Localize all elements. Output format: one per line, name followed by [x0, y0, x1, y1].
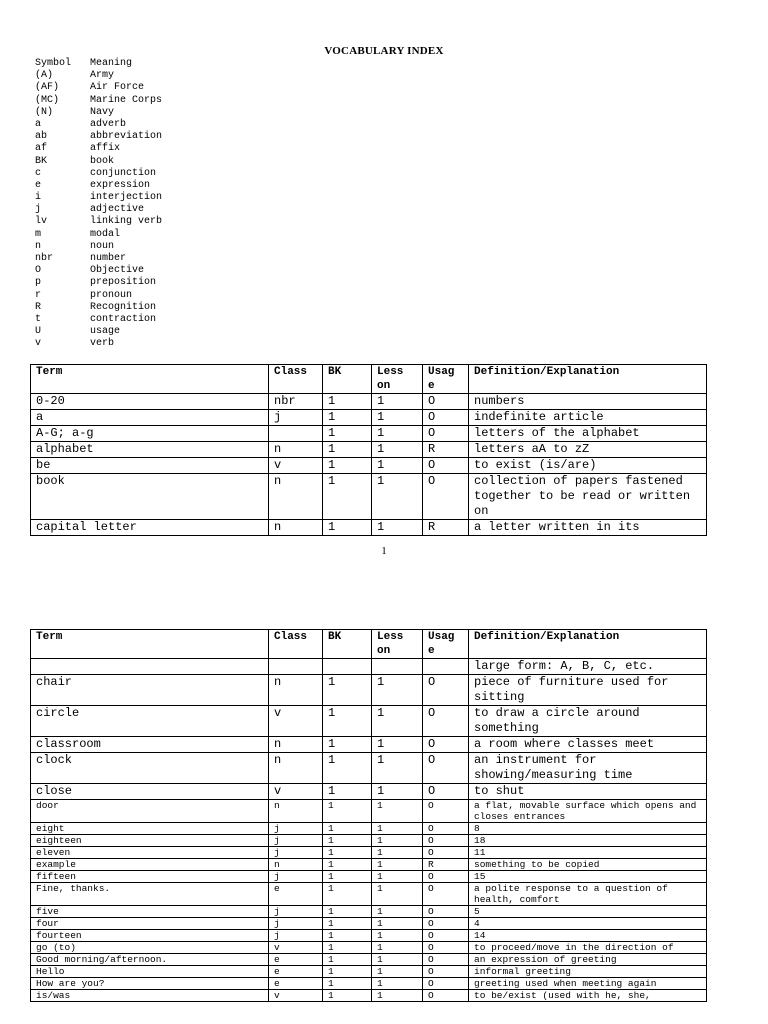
legend-item — [35, 180, 162, 192]
bk-cell: 1 — [323, 906, 372, 918]
table-row — [31, 883, 707, 906]
legend-item — [35, 265, 162, 277]
term-cell: A-G; a-g — [31, 426, 269, 442]
class-cell: e — [269, 966, 323, 978]
legend-symbol: v — [35, 338, 42, 350]
term-cell: go (to) — [31, 942, 269, 954]
lesson-cell: 1 — [372, 954, 423, 966]
term-cell: capital letter — [31, 520, 269, 536]
definition-cell: a room where classes meet — [469, 737, 707, 753]
lesson-cell: 1 — [372, 458, 423, 474]
table-row — [31, 871, 707, 883]
class-cell — [269, 659, 323, 675]
lesson-cell: 1 — [372, 474, 423, 520]
term-cell: classroom — [31, 737, 269, 753]
bk-cell: 1 — [323, 823, 372, 835]
lesson-cell: 1 — [372, 930, 423, 942]
legend-item — [35, 82, 162, 94]
definition-cell: greeting used when meeting again — [469, 978, 707, 990]
lesson-cell: 1 — [372, 426, 423, 442]
definition-cell: piece of furniture used for sitting — [469, 675, 707, 706]
bk-cell: 1 — [323, 966, 372, 978]
definition-cell: to exist (is/are) — [469, 458, 707, 474]
class-cell: n — [269, 859, 323, 871]
bk-cell: 1 — [323, 394, 372, 410]
bk-cell: 1 — [323, 835, 372, 847]
usage-cell: O — [423, 835, 469, 847]
legend-item — [35, 253, 162, 265]
usage-cell: R — [423, 442, 469, 458]
legend-meaning: Recognition — [90, 301, 157, 313]
usage-cell: O — [423, 966, 469, 978]
usage-cell: O — [423, 823, 469, 835]
usage-cell: O — [423, 942, 469, 954]
class-cell: v — [269, 458, 323, 474]
usage-cell: O — [423, 675, 469, 706]
legend-item — [35, 70, 162, 82]
lesson-cell: 1 — [372, 918, 423, 930]
term-cell: eight — [31, 823, 269, 835]
table-row — [31, 737, 707, 753]
definition-cell: 11 — [469, 847, 707, 859]
legend-symbol: O — [35, 265, 42, 277]
legend-meaning: linking verb — [90, 216, 163, 228]
table-row — [31, 442, 707, 458]
legend-symbol: U — [35, 326, 42, 338]
table-row — [31, 954, 707, 966]
definition-cell: letters of the alphabet — [469, 426, 707, 442]
term-cell: How are you? — [31, 978, 269, 990]
usage-cell — [423, 659, 469, 675]
table-row — [31, 847, 707, 859]
class-cell: n — [269, 753, 323, 784]
legend-item — [35, 241, 162, 253]
term-cell: a — [31, 410, 269, 426]
legend-item — [35, 338, 162, 350]
definition-cell: 18 — [469, 835, 707, 847]
usage-cell: O — [423, 394, 469, 410]
term-cell — [31, 659, 269, 675]
usage-cell: O — [423, 847, 469, 859]
symbol-legend — [35, 58, 162, 351]
lesson-cell: 1 — [372, 823, 423, 835]
legend-meaning: preposition — [90, 277, 157, 289]
legend-item — [35, 204, 162, 216]
table-row — [31, 978, 707, 990]
table-row — [31, 784, 707, 800]
term-cell: circle — [31, 706, 269, 737]
bk-cell: 1 — [323, 442, 372, 458]
col-lesson-header: Less on — [372, 630, 423, 659]
legend-meaning: noun — [90, 240, 115, 252]
term-cell: be — [31, 458, 269, 474]
legend-item — [35, 314, 162, 326]
bk-cell: 1 — [323, 474, 372, 520]
class-cell: e — [269, 954, 323, 966]
legend-item — [35, 131, 162, 143]
usage-cell: O — [423, 978, 469, 990]
legend-meaning: modal — [90, 228, 121, 240]
definition-cell: an expression of greeting — [469, 954, 707, 966]
col-usage-header: Usag e — [423, 365, 469, 394]
bk-cell: 1 — [323, 737, 372, 753]
table-row — [31, 474, 707, 520]
lesson-cell: 1 — [372, 906, 423, 918]
legend-meaning: number — [90, 253, 127, 264]
class-cell: e — [269, 978, 323, 990]
table-row — [31, 800, 707, 823]
definition-cell: to shut — [469, 784, 707, 800]
legend-meaning: book — [90, 155, 115, 167]
term-cell: Hello — [31, 966, 269, 978]
legend-header — [35, 58, 162, 70]
legend-meaning: interjection — [90, 192, 163, 204]
usage-cell: O — [423, 954, 469, 966]
term-cell: four — [31, 918, 269, 930]
class-cell: j — [269, 823, 323, 835]
term-cell: book — [31, 474, 269, 520]
definition-cell: 14 — [469, 930, 707, 942]
term-cell: clock — [31, 753, 269, 784]
class-cell: n — [269, 474, 323, 520]
bk-cell: 1 — [323, 990, 372, 1002]
definition-cell: to draw a circle around something — [469, 706, 707, 737]
bk-cell: 1 — [323, 942, 372, 954]
definition-cell: 5 — [469, 906, 707, 918]
lesson-cell: 1 — [372, 978, 423, 990]
class-cell: j — [269, 918, 323, 930]
term-cell: example — [31, 859, 269, 871]
legend-item — [35, 302, 162, 314]
usage-cell: O — [423, 918, 469, 930]
usage-cell: O — [423, 426, 469, 442]
table-row — [31, 823, 707, 835]
definition-cell: informal greeting — [469, 966, 707, 978]
class-cell: nbr — [269, 394, 323, 410]
legend-meaning: Marine Corps — [90, 94, 163, 106]
legend-item — [35, 119, 162, 131]
class-cell: v — [269, 784, 323, 800]
usage-cell: O — [423, 410, 469, 426]
lesson-cell: 1 — [372, 442, 423, 458]
lesson-cell: 1 — [372, 800, 423, 823]
usage-cell: O — [423, 871, 469, 883]
table-row — [31, 520, 707, 536]
legend-symbol: p — [35, 277, 42, 289]
usage-cell: O — [423, 784, 469, 800]
legend-item — [35, 168, 162, 180]
table-row — [31, 906, 707, 918]
class-cell: v — [269, 706, 323, 737]
legend-symbol: c — [35, 167, 42, 179]
legend-meaning: adverb — [90, 118, 127, 130]
legend-symbol: nbr — [35, 253, 54, 264]
term-cell: fourteen — [31, 930, 269, 942]
lesson-cell: 1 — [372, 394, 423, 410]
page-number: 1 — [381, 545, 387, 557]
table-row — [31, 966, 707, 978]
legend-symbol: j — [35, 204, 42, 216]
bk-cell: 1 — [323, 753, 372, 784]
legend-symbol: i — [35, 192, 42, 204]
definition-cell: a polite response to a question of health, comfort — [469, 883, 707, 906]
definition-cell: a flat, movable surface which opens and closes entrances — [469, 800, 707, 823]
vocabulary-table-page-2 — [30, 629, 707, 1002]
term-cell: eleven — [31, 847, 269, 859]
lesson-cell: 1 — [372, 737, 423, 753]
definition-cell: letters aA to zZ — [469, 442, 707, 458]
term-cell: eighteen — [31, 835, 269, 847]
legend-symbol: ab — [35, 131, 48, 143]
lesson-cell: 1 — [372, 847, 423, 859]
legend-symbol: n — [35, 240, 42, 252]
usage-cell: R — [423, 859, 469, 871]
lesson-cell: 1 — [372, 410, 423, 426]
term-cell: door — [31, 800, 269, 823]
legend-symbol-header: Symbol — [35, 58, 72, 69]
legend-meaning: Navy — [90, 106, 115, 118]
legend-item — [35, 192, 162, 204]
table-row — [31, 426, 707, 442]
table-row — [31, 835, 707, 847]
term-cell: fifteen — [31, 871, 269, 883]
class-cell: j — [269, 930, 323, 942]
bk-cell: 1 — [323, 410, 372, 426]
legend-symbol: af — [35, 143, 48, 155]
legend-meaning: verb — [90, 338, 115, 350]
class-cell: j — [269, 835, 323, 847]
col-definition-header: Definition/Explanation — [469, 630, 707, 659]
bk-cell: 1 — [323, 426, 372, 442]
legend-item — [35, 326, 162, 338]
legend-item — [35, 156, 162, 168]
table-row — [31, 706, 707, 737]
class-cell: n — [269, 520, 323, 536]
table-row — [31, 930, 707, 942]
bk-cell: 1 — [323, 930, 372, 942]
term-cell: alphabet — [31, 442, 269, 458]
legend-meaning: expression — [90, 179, 151, 191]
legend-meaning: Air Force — [90, 82, 145, 94]
legend-meaning: adjective — [90, 204, 145, 216]
lesson-cell: 1 — [372, 859, 423, 871]
class-cell: n — [269, 442, 323, 458]
class-cell: j — [269, 410, 323, 426]
table-row — [31, 753, 707, 784]
legend-meaning: pronoun — [90, 289, 133, 301]
bk-cell — [323, 659, 372, 675]
lesson-cell: 1 — [372, 883, 423, 906]
class-cell: j — [269, 906, 323, 918]
legend-item — [35, 107, 162, 119]
legend-item — [35, 277, 162, 289]
legend-symbol: m — [35, 228, 42, 240]
definition-cell: 15 — [469, 871, 707, 883]
class-cell: n — [269, 737, 323, 753]
term-cell: is/was — [31, 990, 269, 1002]
lesson-cell: 1 — [372, 706, 423, 737]
legend-symbol: a — [35, 118, 42, 130]
usage-cell: O — [423, 706, 469, 737]
term-cell: close — [31, 784, 269, 800]
legend-item — [35, 143, 162, 155]
legend-symbol: (AF) — [35, 82, 60, 94]
table-row — [31, 410, 707, 426]
class-cell: j — [269, 847, 323, 859]
lesson-cell: 1 — [372, 520, 423, 536]
usage-cell: O — [423, 474, 469, 520]
definition-cell: to proceed/move in the direction of — [469, 942, 707, 954]
lesson-cell — [372, 659, 423, 675]
table-row — [31, 990, 707, 1002]
legend-symbol: r — [35, 289, 42, 301]
term-cell: 0-20 — [31, 394, 269, 410]
legend-symbol: BK — [35, 155, 48, 167]
lesson-cell: 1 — [372, 966, 423, 978]
table-header-row — [31, 365, 707, 394]
class-cell: e — [269, 883, 323, 906]
table-row — [31, 859, 707, 871]
bk-cell: 1 — [323, 706, 372, 737]
term-cell: Fine, thanks. — [31, 883, 269, 906]
usage-cell: O — [423, 737, 469, 753]
legend-meaning: affix — [90, 143, 121, 155]
class-cell: v — [269, 942, 323, 954]
definition-cell: large form: A, B, C, etc. — [469, 659, 707, 675]
legend-meaning: Objective — [90, 265, 145, 277]
bk-cell: 1 — [323, 520, 372, 536]
bk-cell: 1 — [323, 978, 372, 990]
legend-symbol: t — [35, 313, 42, 325]
usage-cell: O — [423, 458, 469, 474]
usage-cell: O — [423, 990, 469, 1002]
definition-cell: 8 — [469, 823, 707, 835]
lesson-cell: 1 — [372, 784, 423, 800]
definition-cell: 4 — [469, 918, 707, 930]
bk-cell: 1 — [323, 675, 372, 706]
legend-item — [35, 95, 162, 107]
col-term-header: Term — [31, 365, 269, 394]
legend-meaning: Army — [90, 70, 115, 82]
legend-symbol: R — [35, 301, 42, 313]
term-cell: Good morning/afternoon. — [31, 954, 269, 966]
legend-symbol: (MC) — [35, 94, 60, 106]
col-term-header: Term — [31, 630, 269, 659]
lesson-cell: 1 — [372, 835, 423, 847]
bk-cell: 1 — [323, 859, 372, 871]
vocabulary-table-page-1 — [30, 364, 707, 536]
usage-cell: O — [423, 930, 469, 942]
col-definition-header: Definition/Explanation — [469, 365, 707, 394]
definition-cell: indefinite article — [469, 410, 707, 426]
legend-meaning: conjunction — [90, 167, 157, 179]
class-cell — [269, 426, 323, 442]
term-cell: chair — [31, 675, 269, 706]
definition-cell: numbers — [469, 394, 707, 410]
bk-cell: 1 — [323, 918, 372, 930]
bk-cell: 1 — [323, 871, 372, 883]
usage-cell: O — [423, 800, 469, 823]
legend-item — [35, 290, 162, 302]
table-row — [31, 675, 707, 706]
legend-item — [35, 216, 162, 228]
class-cell: v — [269, 990, 323, 1002]
table-row — [31, 394, 707, 410]
bk-cell: 1 — [323, 954, 372, 966]
definition-cell: collection of papers fastened together to be read or written on — [469, 474, 707, 520]
bk-cell: 1 — [323, 458, 372, 474]
table-row — [31, 458, 707, 474]
table-row — [31, 918, 707, 930]
usage-cell: O — [423, 753, 469, 784]
definition-cell: an instrument for showing/measuring time — [469, 753, 707, 784]
bk-cell: 1 — [323, 800, 372, 823]
legend-meaning: abbreviation — [90, 131, 163, 143]
legend-symbol: (N) — [35, 106, 54, 118]
legend-meaning: usage — [90, 326, 121, 338]
legend-item — [35, 229, 162, 241]
lesson-cell: 1 — [372, 871, 423, 883]
table-row — [31, 942, 707, 954]
lesson-cell: 1 — [372, 990, 423, 1002]
bk-cell: 1 — [323, 883, 372, 906]
legend-meaning: contraction — [90, 313, 157, 325]
bk-cell: 1 — [323, 784, 372, 800]
col-usage-header: Usag e — [423, 630, 469, 659]
definition-cell: to be/exist (used with he, she, — [469, 990, 707, 1002]
col-lesson-header: Less on — [372, 365, 423, 394]
usage-cell: O — [423, 883, 469, 906]
usage-cell: R — [423, 520, 469, 536]
definition-cell: something to be copied — [469, 859, 707, 871]
col-class-header: Class — [269, 630, 323, 659]
col-bk-header: BK — [323, 630, 372, 659]
term-cell: five — [31, 906, 269, 918]
col-bk-header: BK — [323, 365, 372, 394]
col-class-header: Class — [269, 365, 323, 394]
class-cell: n — [269, 675, 323, 706]
bk-cell: 1 — [323, 847, 372, 859]
document-title: VOCABULARY INDEX — [324, 45, 444, 57]
legend-symbol: (A) — [35, 70, 54, 82]
legend-meaning-header: Meaning — [90, 58, 133, 69]
class-cell: n — [269, 800, 323, 823]
definition-cell: a letter written in its — [469, 520, 707, 536]
legend-symbol: lv — [35, 216, 48, 228]
lesson-cell: 1 — [372, 675, 423, 706]
legend-symbol: e — [35, 179, 42, 191]
usage-cell: O — [423, 906, 469, 918]
table-header-row — [31, 630, 707, 659]
class-cell: j — [269, 871, 323, 883]
table-row — [31, 659, 707, 675]
lesson-cell: 1 — [372, 753, 423, 784]
lesson-cell: 1 — [372, 942, 423, 954]
